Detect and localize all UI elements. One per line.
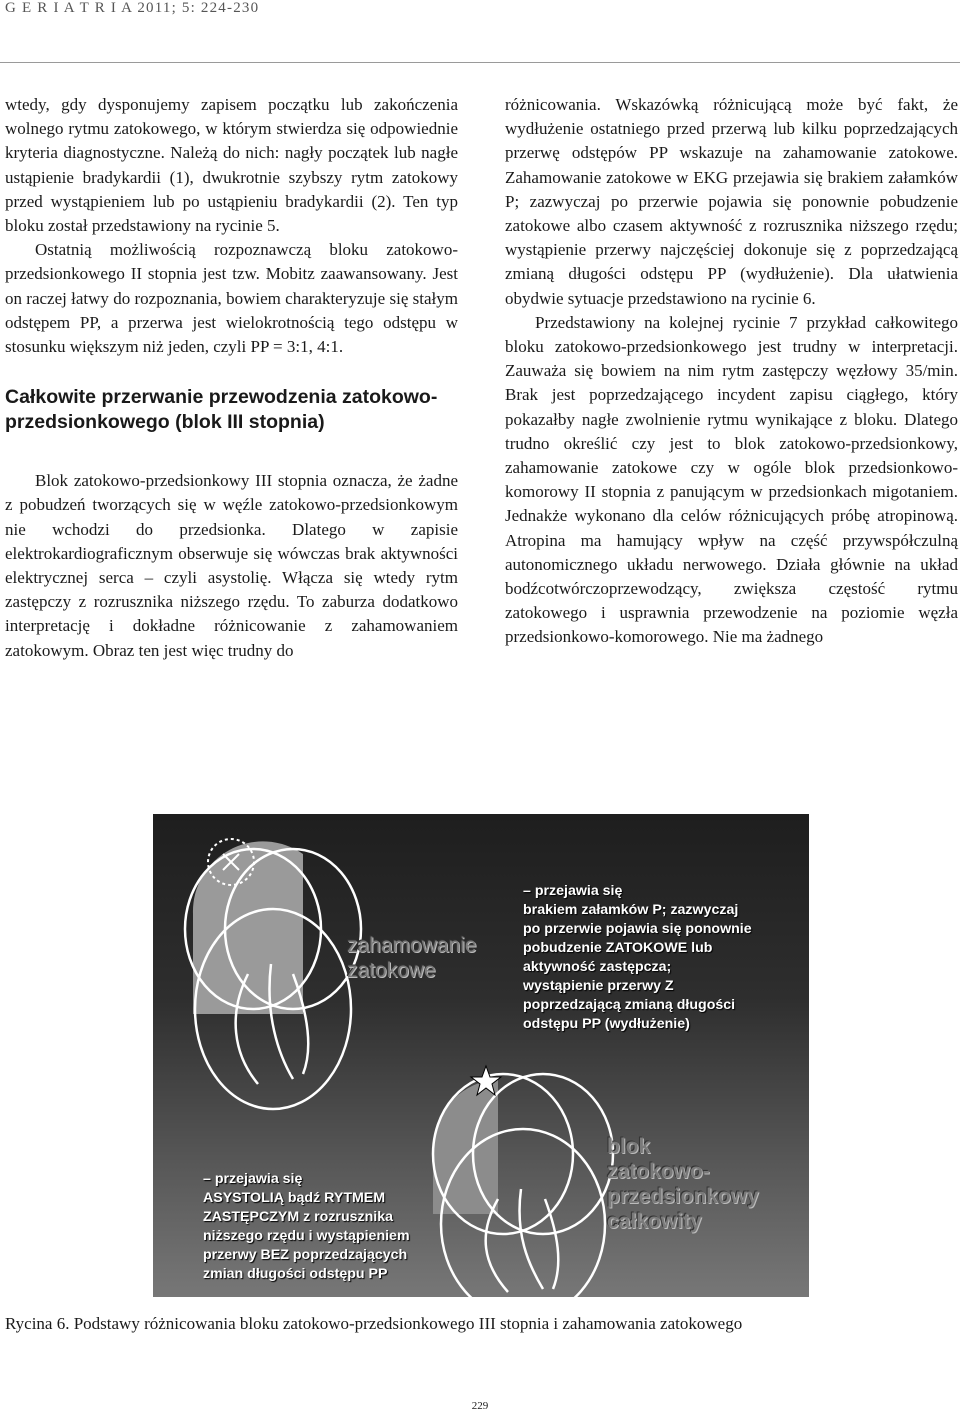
- label-zahamowanie-zatokowe: zahamowanie zatokowe: [347, 934, 477, 982]
- page-number: 229: [471, 1400, 489, 1412]
- header-rule: [0, 62, 960, 63]
- left-column: [5, 93, 458, 663]
- paragraph: Ostatnią możliwością rozpoznawczą bloku zatokowo-przedsionkowego II stopnia jest tzw. Mobitz zaawansowany. Jest on raczej łatwy do rozpoznania, bowiem charakteryzuje się stałym odstępem PP, a przerwa jest wielokrotnością tego odstępu w stosunku większym niż jeden, czyli PP = 3:1, 4:1.: [5, 240, 458, 357]
- label-blok-calkowity: blok zatokowo- przedsionkowy całkowity: [607, 1135, 759, 1233]
- description-complete-block: – przejawia się ASYSTOLIĄ bądź RYTMEM ZASTĘPCZYM z rozrusznika niższego rzędu i wystąpieniem przerwy BEZ poprzedzających zmian długości odstępu PP: [203, 1171, 410, 1282]
- section-heading: Całkowite przerwanie przewodzenia zatokowo-przedsionkowego (blok III stopnia): [5, 386, 438, 434]
- running-header: G E R I A T R I A 2011; 5: 224-230: [5, 0, 260, 16]
- paragraph: Przedstawiony na kolejnej rycinie 7 przykład całkowitego bloku zatokowo-przedsionkowego jest trudny w interpretacji. Zauważa się bowiem na nim rytm zastępczy węzłowy 35/min. Brak jest poprzedzającego incydent zapisu ciągłego, który pokazałby nagłe zwolnienie rytmu wynikające z bloku. Dlatego trudno określić czy jest to blok zatokowo-przedsionkowy, zahamowanie zatokowe czy w ogóle blok przedsionkowo-komorowy II stopnia z panującym w przedsionkach migotaniem. Jednakże wykonano dla celów różnicujących próbę atropinową. Atropina ma hamujący wpływ na część przywspółczulną autonomicznego układu nerwowego. Działa głównie na układ bodźcotwórczoprzewodzący, zwiększa częstość rytmu zatokowego i usprawnia przewodzenie na poziomie węzła przedsionkowo-komorowego. Nie ma żadnego: [505, 312, 958, 647]
- right-column: [505, 93, 958, 650]
- figure-6: [153, 814, 809, 1297]
- figure-caption: Rycina 6. Podstawy różnicowania bloku zatokowo-przedsionkowego III stopnia i zahamowania zatokowego: [5, 1314, 743, 1333]
- paragraph: różnicowania. Wskazówką różnicującą może być fakt, że wydłużenie ostatniego przed przerwą lub kilku poprzedzających przerwę odstępów PP wskazuje na zahamowanie zatokowe. Zahamowanie zatokowe w EKG przejawia się brakiem załamków P; zazwyczaj po przerwie pojawia się ponownie pobudzenie zatokowe albo czasem aktywność z rozrusznika niższego rzędu; wystąpienie przerwy najczęściej dokonuje się z poprzedzającą zmianą długości odstępu PP (wydłużenie). Dla ułatwienia obydwie sytuacje przedstawiono na rycinie 6.: [505, 95, 958, 308]
- paragraph: Blok zatokowo-przedsionkowy III stopnia oznacza, że żadne z pobudzeń tworzących się w węźle zatokowo-przedsionkowym nie wchodzi do przedsionka. Dlatego w zapisie elektrokardiograficznym obserwuje się wówczas brak aktywności elektrycznej serca – czyli asystolię. Włącza się wtedy rytm zastępczy z rozrusznika niższego rzędu. To zaburza dodatkowo interpretację i dokładne różnicowanie z zahamowaniem zatokowym. Obraz ten jest więc trudny do: [5, 471, 458, 660]
- paragraph: wtedy, gdy dysponujemy zapisem początku lub zakończenia wolnego rytmu zatokowego, w którym stwierdza się odpowiednie kryteria diagnostyczne. Należą do nich: nagły początek lub nagłe ustąpienie bradykardii (1), dwukrotnie szybszy rytm zatokowy przed wystąpieniem lub po ustąpieniu bradykardii (2). Ten typ bloku został przedstawiony na rycinie 5.: [5, 95, 458, 236]
- description-sinus-arrest: – przejawia się brakiem załamków P; zazwyczaj po przerwie pojawia się ponownie pobudzenie ZATOKOWE lub aktywność zastępcza; wystąpienie przerwy Z poprzedzającą zmianą długości odstępu PP (wydłużenie): [523, 883, 752, 1032]
- heart-schematic-top: [185, 841, 361, 1109]
